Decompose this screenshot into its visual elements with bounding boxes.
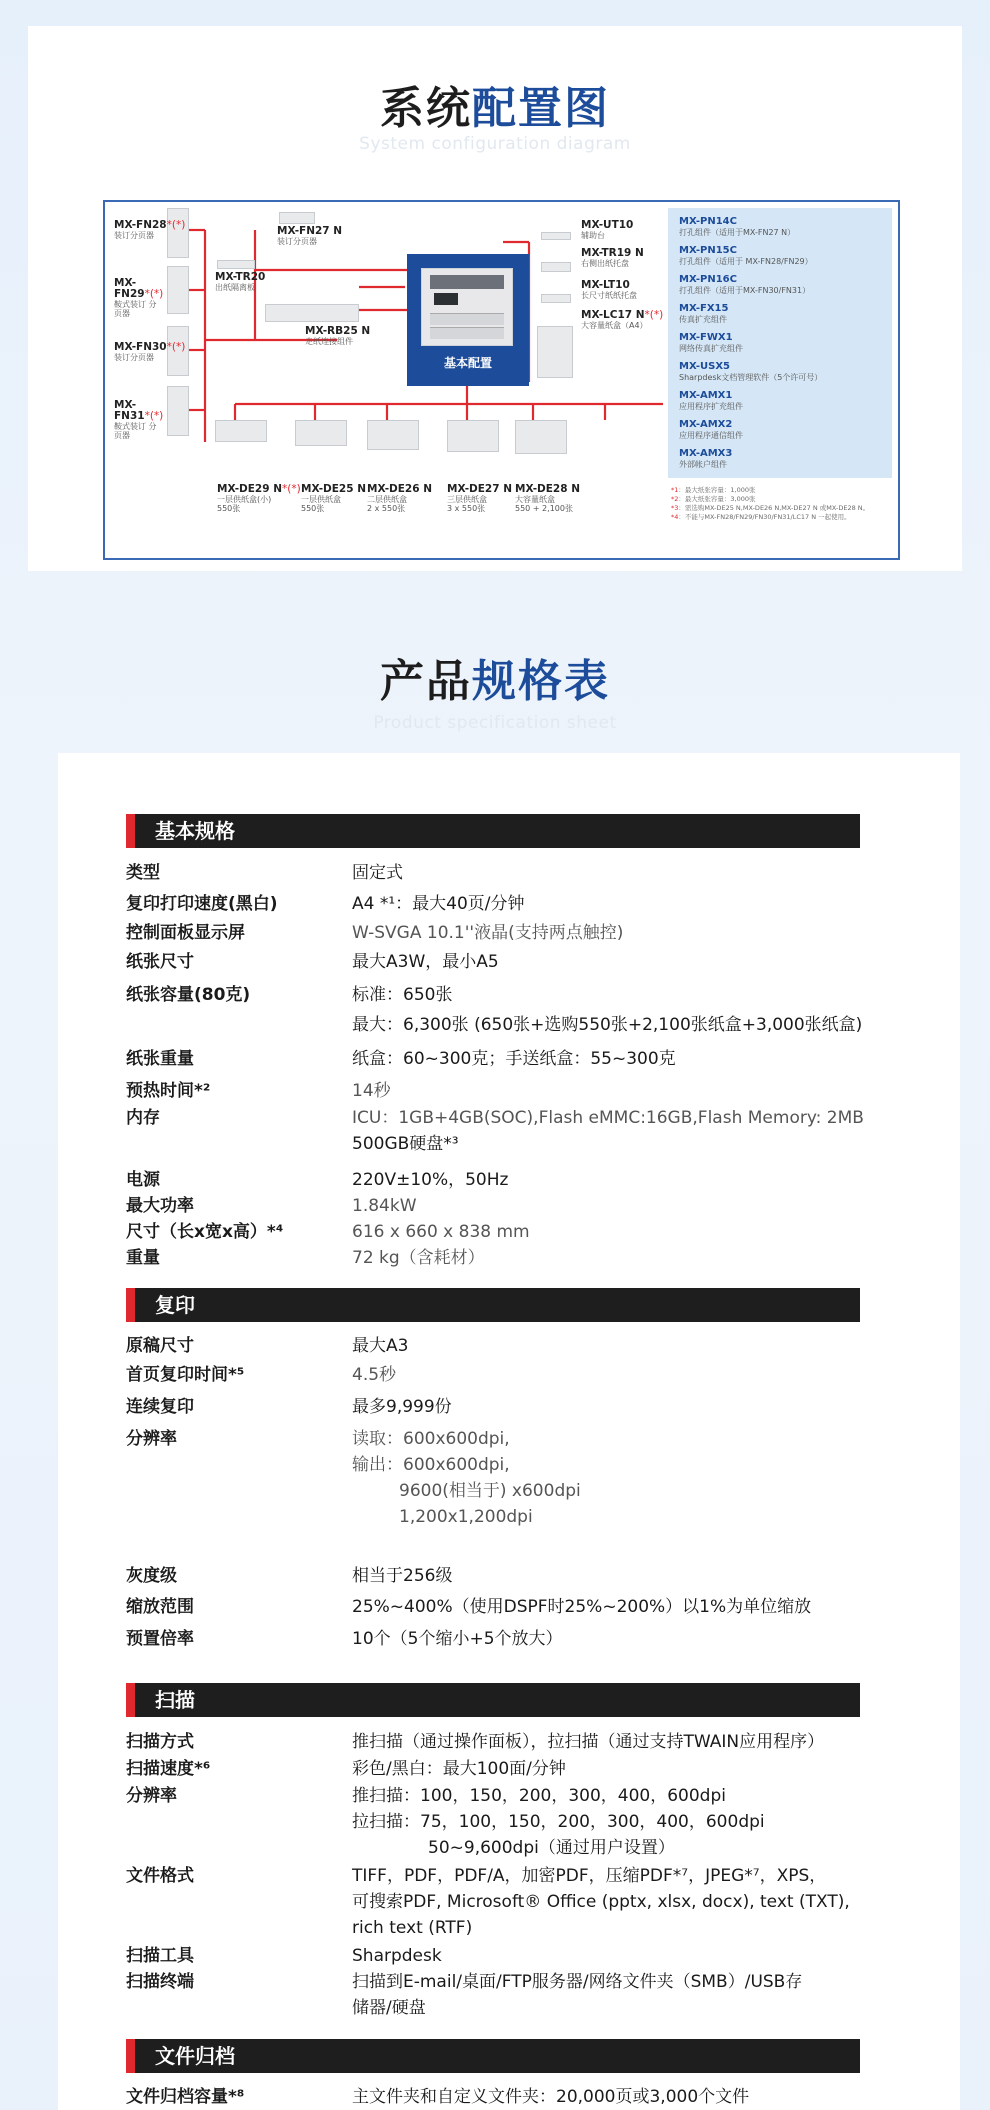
system-diagram	[103, 200, 900, 560]
option-item: MX-FX15 传真扩充组件	[679, 303, 729, 324]
spec-card: 基本规格 类型 固定式 复印打印速度(黑白) A4 *¹：最大40页/分钟 控制面板显示屏 W-SVGA 10.1''液晶(支持两点触控) 纸张尺寸 最大A3W，最小A5 纸张容量(80克) 标准：650张 最大：6,300张 (650张+选购550张+2,100张纸盒+3,000张纸盒) 纸张重量 纸盒：60~300克；手送纸盒：55~300克 预热时间*² 14秒 内存 ICU：1GB+4GB(SOC),Flash eMMC:16GB,Flash Memory: 2MB 500GB硬盘*³ 电源 220V±10%，50Hz 最大功率 1.84kW 尺寸（长x宽x高）*⁴ 616 x 660 x 838 mm 重量 72 kg（含耗材） 复印 原稿尺寸 最大A3 首页复印时间*⁵ 4.5秒 连续复印 最多9,999份 分辨率 读取：600x600dpi, 输出：600x600dpi, 9600(相当于) x600dpi 1,200x1,200dpi 灰度级 相当于256级 缩放范围 25%~400%（使用DSPF时25%~200%）以1%为单位缩放 预置倍率 10个（5个缩小+5个放大） 扫描 扫描方式 推扫描（通过操作面板），拉扫描（通过支持TWAIN应用程序） 扫描速度*⁶ 彩色/黑白：最大100面/分钟 分辨率 推扫描：100，150，200，300，400，600dpi 拉扫描：75，100，150，200，300，400，600dpi 50~9,600dpi（通过用户设置） 文件格式 TIFF，PDF，PDF/A，加密PDF，压缩PDF*⁷，JPEG*⁷，XPS， 可搜索PDF, Microsoft® Office (pptx, xlsx, docx), text (TXT), rich text (RTF) 扫描工具 Sharpdesk 扫描终端 扫描到E-mail/桌面/FTP服务器/网络文件夹（SMB）/USB存 储器/硬盘 文件归档 文件归档容量*⁸ 主文件夹和自定义文件夹：20,000页或3,000个文件	[58, 753, 960, 2110]
lc17-image	[537, 326, 573, 378]
core-machine	[407, 254, 529, 386]
label-fn27: MX-FN27 N 装订分页器	[277, 225, 343, 246]
label-fn31: MX-FN31*(*) 鞍式装订 分页器	[114, 399, 164, 440]
tr20-image	[217, 260, 255, 269]
note-line: *1：最大纸张容量：1,000张	[671, 486, 756, 494]
option-item: MX-FWX1 网络传真扩充组件	[679, 332, 743, 353]
note-line: *4：不能与MX-FN28/FN29/FN30/FN31/LC17 N 一起使用。	[671, 513, 851, 521]
option-item: MX-AMX1 应用程序扩充组件	[679, 390, 743, 411]
option-item: MX-PN15C 打孔组件（适用于 MX-FN28/FN29）	[679, 245, 813, 266]
label-lt10: MX-LT10 长尺寸纸纸托盘	[581, 279, 637, 300]
mfp-image	[421, 268, 513, 346]
section-header-archive: 文件归档	[126, 2039, 860, 2073]
diagram-notes	[671, 486, 895, 522]
finisher-fn31-image	[167, 386, 189, 436]
label-fn30: MX-FN30*(*) 装订分页器	[114, 341, 186, 362]
options-panel	[668, 208, 892, 478]
option-item: MX-PN14C 打孔组件（适用于MX-FN27 N）	[679, 216, 796, 237]
option-item: MX-USX5 Sharpdesk文档管理软件（5个许可号）	[679, 361, 823, 382]
option-item: MX-PN16C 打孔组件（适用于MX-FN30/FN31）	[679, 274, 811, 295]
config-title: 系统配置图	[380, 83, 610, 134]
label-de27: MX-DE27 N 三层供纸盒 3 x 550张	[447, 483, 512, 513]
tray-de27-image	[447, 420, 499, 452]
label-tr19: MX-TR19 N 右侧出纸托盘	[581, 247, 644, 268]
label-de25: MX-DE25 N 一层供纸盒 550张	[301, 483, 366, 513]
rb25-image	[265, 304, 359, 322]
ut10-image	[541, 232, 571, 240]
tr19-image	[541, 262, 571, 272]
config-diagram-card	[28, 26, 962, 571]
config-subtitle: System configuration diagram	[359, 134, 631, 154]
tray-de28-image	[515, 420, 567, 454]
label-ut10: MX-UT10 辅助台	[581, 219, 634, 240]
label-tr20: MX-TR20 出纸隔离板	[215, 271, 266, 292]
spec-subtitle: Product specification sheet	[373, 713, 617, 733]
fn27-image	[279, 212, 315, 224]
section-header-copy: 复印	[126, 1288, 860, 1322]
tray-de26-image	[367, 420, 419, 450]
option-item: MX-AMX3 外部帐户组件	[679, 448, 733, 469]
label-rb25: MX-RB25 N 走纸连接组件	[305, 325, 371, 346]
finisher-fn29-image	[167, 266, 189, 314]
section-header-scan: 扫描	[126, 1683, 860, 1717]
label-fn29: MX-FN29*(*) 鞍式装订 分页器	[114, 277, 164, 318]
option-item: MX-AMX2 应用程序通信组件	[679, 419, 743, 440]
label-de26: MX-DE26 N 二层供纸盒 2 x 550张	[367, 483, 432, 513]
note-line: *2：最大纸张容量：3,000张	[671, 495, 756, 503]
label-de28: MX-DE28 N 大容量纸盒 550 + 2,100张	[515, 483, 580, 513]
lt10-image	[541, 294, 571, 303]
note-line: *3：需选购MX-DE25 N,MX-DE26 N,MX-DE27 N 或MX-DE28 N。	[671, 504, 870, 512]
spec-title: 产品规格表	[380, 656, 610, 707]
tray-de29-image	[215, 420, 267, 442]
tray-de25-image	[295, 420, 347, 446]
label-de29: MX-DE29 N*(*) 一层供纸盒(小) 550张	[217, 483, 301, 513]
label-lc17: MX-LC17 N*(*) 大容量纸盒（A4）	[581, 309, 664, 330]
core-label: 基本配置	[443, 356, 492, 370]
section-header-basic: 基本规格	[126, 814, 860, 848]
label-fn28: MX-FN28*(*) 装订分页器	[114, 219, 186, 240]
